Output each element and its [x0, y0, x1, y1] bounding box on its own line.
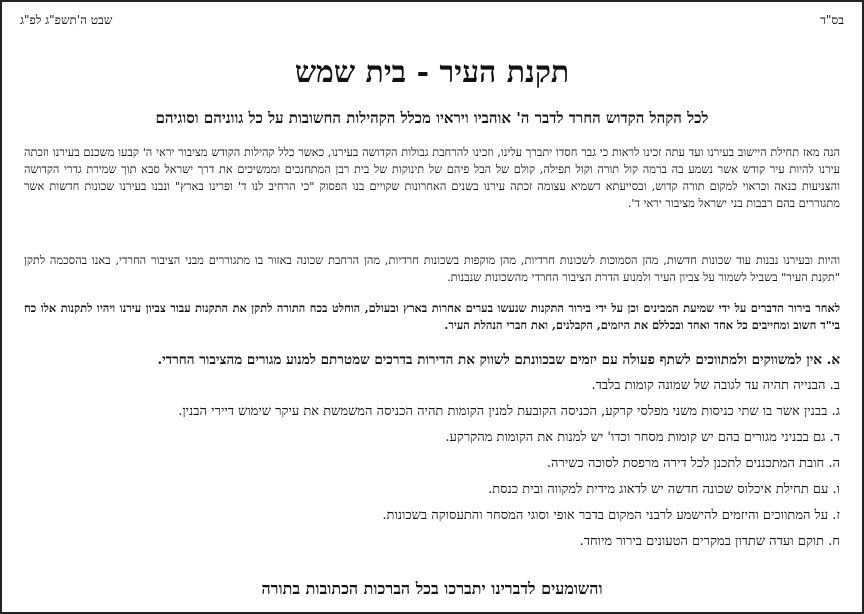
regulation-item: ו. עם תחילת איכלוס שכונה חדשה יש לדאוג מידית למקווה ובית כנסת.: [488, 482, 840, 497]
intro-paragraph: הנה מאז תחילת היישוב בעירנו ועד עתה זכינו לראות כי גבר חסדו יתברך עלינו, וזכינו להרחבת גבולות הקדושה בעירנו, כאשר כלל קהילות הקודש מציבור יראי ה' קבעו משכנם בעירנו וזכתה עירנו להיות עיר קודש אשר נשמע בה ברמה קול תורה וקול תפילה, קולם של הבל פיהם של תינוקות של בית רבן המתחנכים וממשיכים את דרך ישראל סבא תוך שמירת גדרי הקדושה והצניעות כנאה וכראוי למקום תורה קדוש, ובסייעתא דשמיא עצומה זכתה עירנו בשנים האחרונות שקויים בנו הפסוק "כי הרחיב לנו ד' ופרינו בארץ" ונבנו בעירנו שכונות חדשות אשר מתגוררים בהם רבבות בני ישראל מציבור יראי ד'.: [24, 146, 840, 210]
date-header: שבט ה'תשפ"ג לפ"ג: [20, 13, 113, 27]
decision-paragraph: לאחר בירור הדברים על ידי שמיעת המבינים וכן על ידי בירור התקנות שנעשו בערים אחרות בארץ ובעולם, הוחלט בכח התורה לתקן את התקנות עבור צביון עירנו ויהיו לתקנות אלו כח בי"ד חשוב ומחייבים כל אחד ואחד ובכללם את היזמים, הקבלנים, ואת חברי הנהלת העיר.: [24, 301, 840, 332]
regulation-item: ה. חובת המתכננים לתכנן לכל דירה מרפסת לסוכה כשירה.: [546, 456, 840, 471]
page-subtitle: לכל הקהל הקדוש החרד לדבר ה' אוהביו ויראיו מכלל הקהילות החשובות על כל גווניהם וסוגיהם: [155, 109, 709, 127]
regulation-item: א. אין למשווקים ולמתווכים לשתף פעולה עם יזמים שבכוונתם לשווק את הדירות בדרכים שמטרתם למנוע מגורים מהציבור החרדי.: [157, 352, 840, 368]
closing-blessing: והשומעים לדברינו יתברכו בכל הברכות הכתובות בתורה: [261, 579, 603, 598]
regulation-item: ב. הבנייה תהיה עד לגובה של שמונה קומות בלבד.: [591, 378, 840, 393]
reason-paragraph: והיות ובעירנו נבנות עוד שכונות חדשות, מהן הסמוכות לשכונות חרדיות, מהן מוקפות בשכונות חרדיות, מהן הרחבת שכונה באזור בו מתגוררים מבני הציבור החרדי, באנו בהסכמה לתקן "תקנת העיר" בשביל לשמור על צביון העיר ולמנוע הדרת הציבור החרדי מהשכונות שנבנות.: [24, 254, 840, 284]
regulation-item: ח. תוקם ועדה שתדון במקרים הטעונים בירור מיוחד.: [579, 534, 840, 549]
regulation-item: ז. על המתווכים והיזמים להישמע לרבני המקום בדבר אופי וסוגי המסחר והתעסוקה בשכונות.: [382, 508, 840, 523]
bsd-header: בס"ד: [820, 13, 844, 27]
page-title: תקנת העיר - בית שמש: [294, 55, 570, 90]
regulation-item: ד. גם בבניני מגורים בהם יש קומות מסחר וכדו' יש למנות את הקומות מהקרקע.: [445, 430, 840, 445]
regulations-list: [24, 350, 840, 558]
regulation-item: ג. בבנין אשר בו שתי כניסות משני מפלסי קרקע, הכניסה הקובעת למנין הקומות תהיה הכניסה המשמשת את עיקר שימוש דיירי הבנין.: [178, 404, 840, 419]
